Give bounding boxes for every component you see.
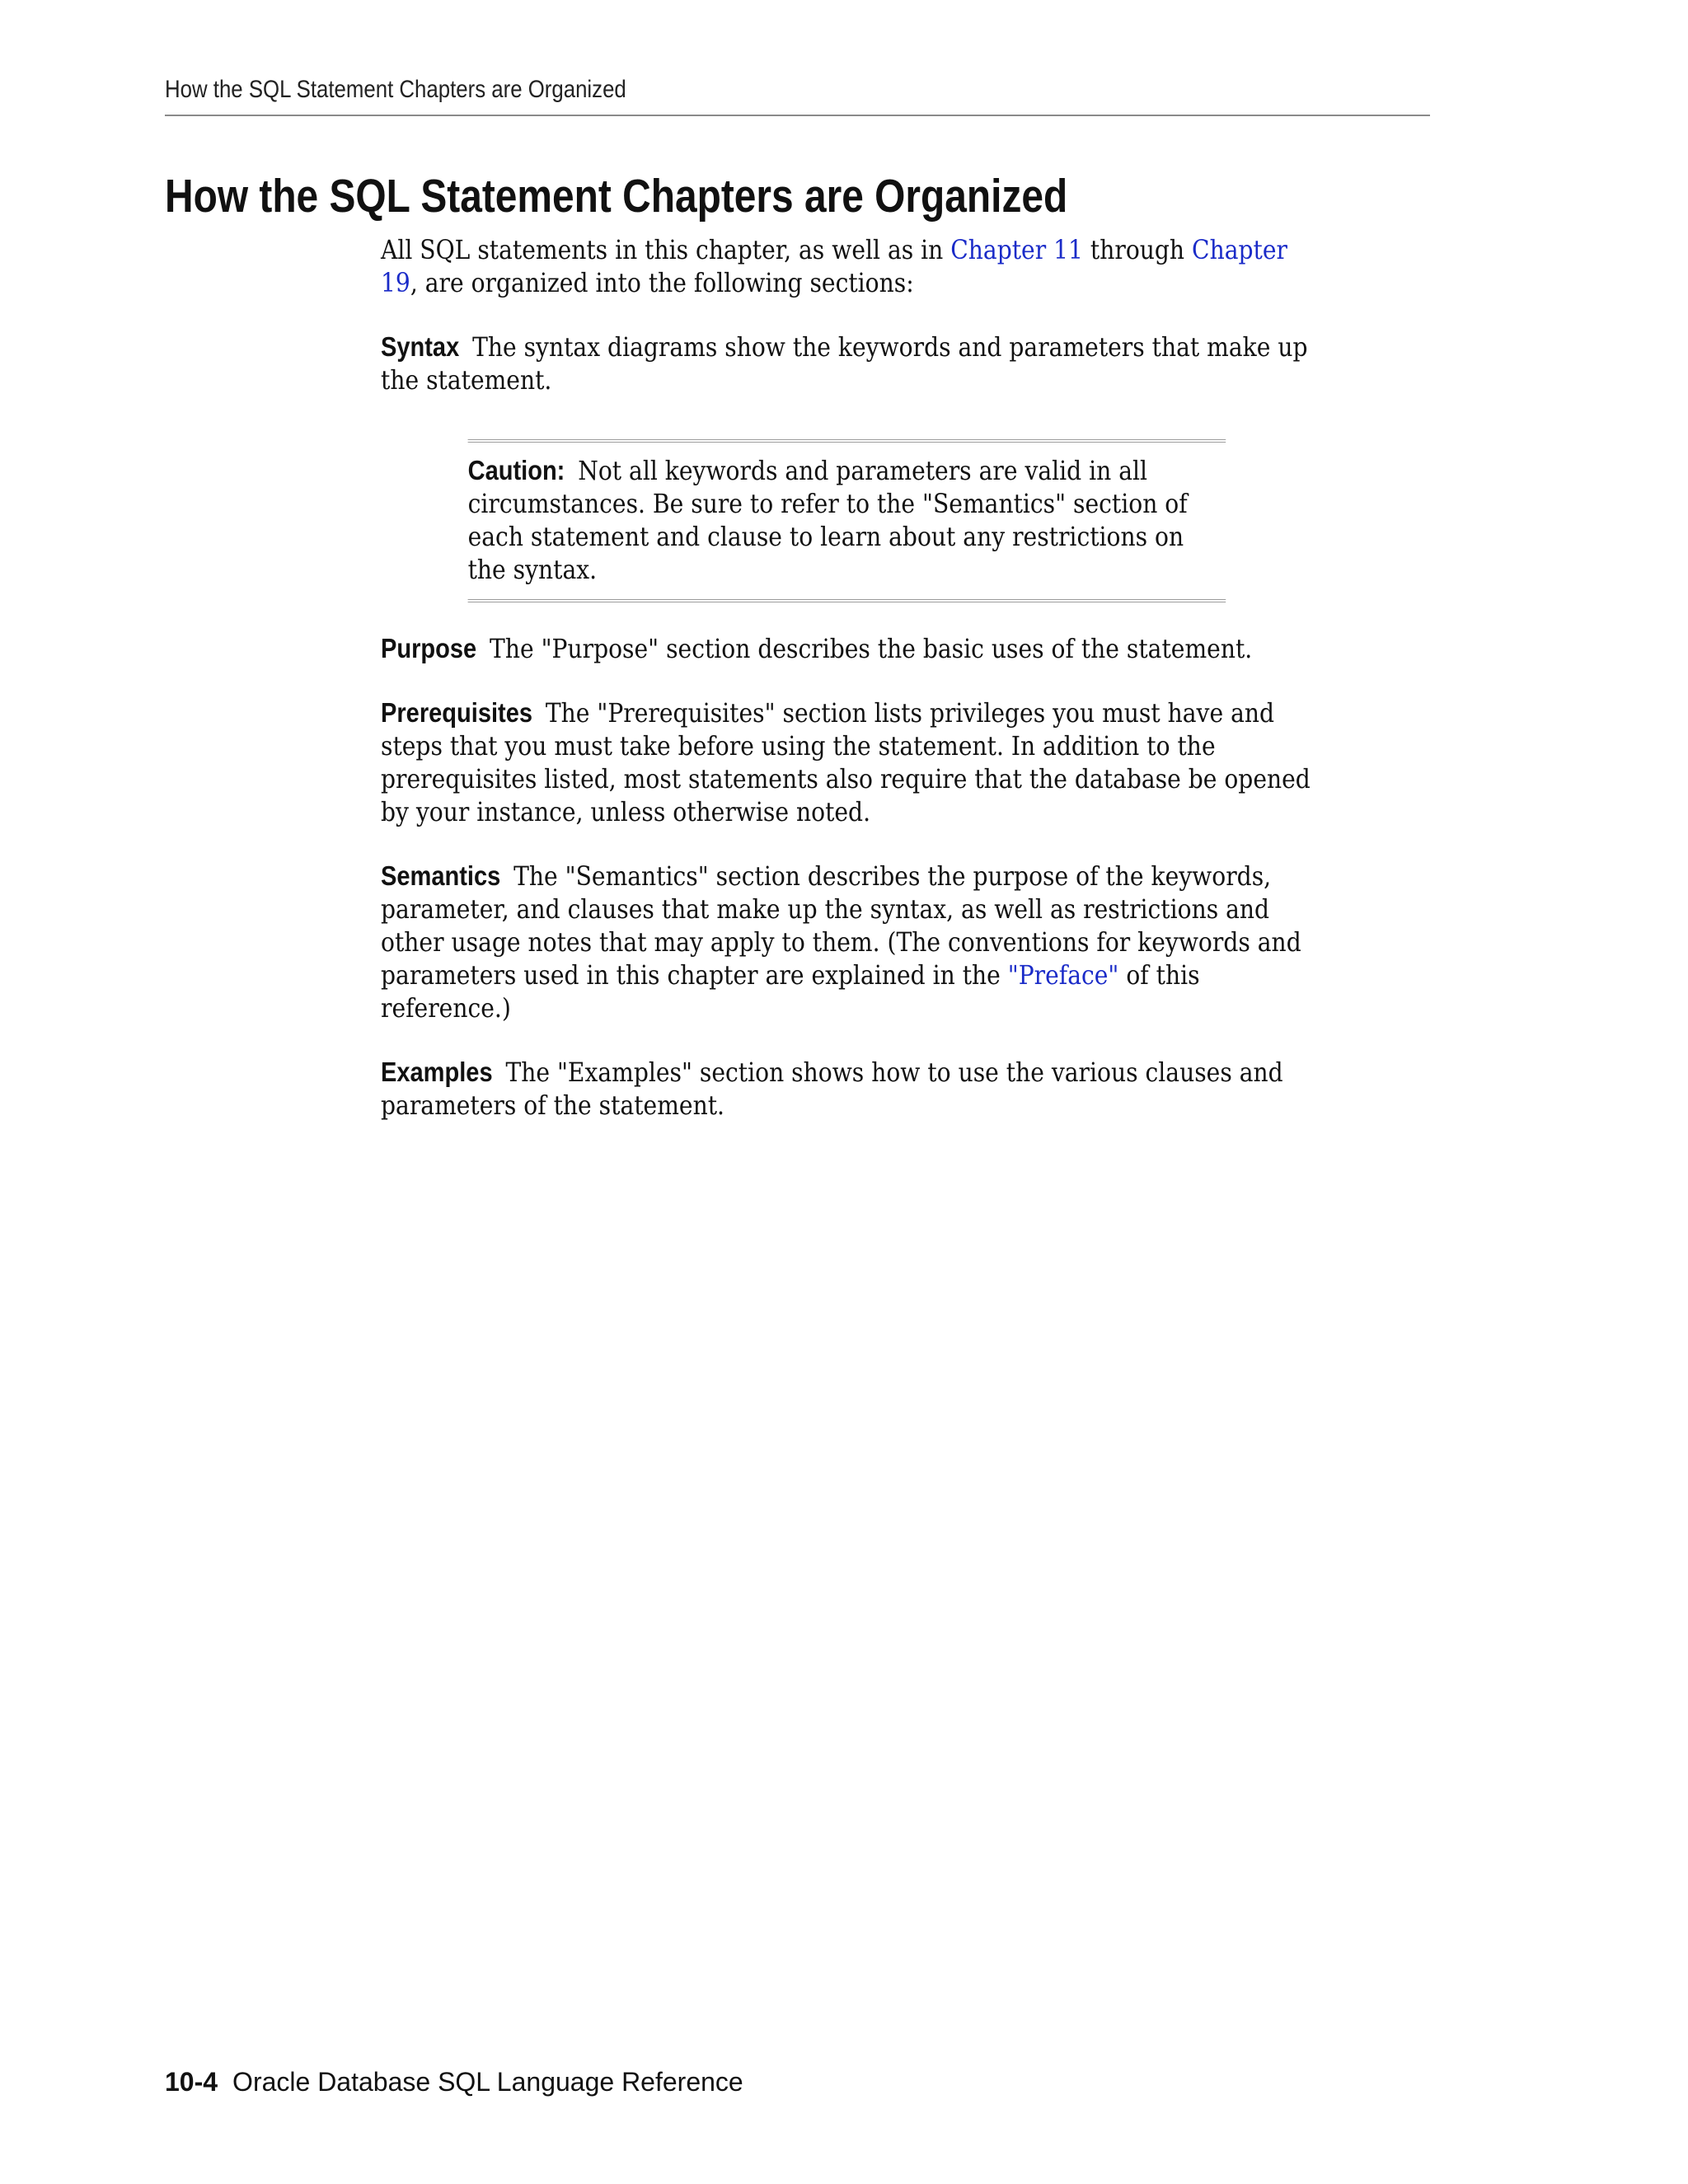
syntax-text: The syntax diagrams show the keywords and parameters that make up the statement. (381, 331, 1308, 396)
page-number: 10-4 (165, 2067, 218, 2097)
book-title: Oracle Database SQL Language Reference (232, 2067, 743, 2097)
chapter-19-link[interactable]: Chapter 19 (381, 234, 1287, 298)
intro-text-1: All SQL statements in this chapter, as well as in (381, 234, 951, 265)
page-footer (165, 2067, 743, 2097)
examples-term: Examples (381, 1057, 493, 1087)
chapter-11-link[interactable]: Chapter 11 (950, 234, 1083, 265)
semantics-paragraph (381, 860, 1316, 1024)
caution-box (468, 439, 1226, 602)
syntax-term: Syntax (381, 331, 460, 362)
header-rule (165, 115, 1430, 116)
purpose-paragraph (381, 632, 1316, 665)
purpose-text: The "Purpose" section describes the basic uses of the statement. (490, 633, 1253, 664)
semantics-text-1: The "Semantics" section describes the purpose of the keywords, parameter, and clauses that make up the syntax, as well as restrictions and other usage notes that may apply to them. (The conventions for keywords and parameters used in this chapter are explained in the (381, 860, 1301, 991)
prerequisites-paragraph (381, 696, 1316, 828)
semantics-text-2: of this reference.) (381, 959, 1200, 1024)
intro-text-2: through (1082, 234, 1193, 265)
caution-text: Not all keywords and parameters are valid in all circumstances. Be sure to refer to the "Semantics" section of each statement and clause to learn about any restrictions on the syntax. (467, 455, 1188, 585)
preface-link[interactable]: "Preface" (1007, 959, 1119, 991)
intro-paragraph (381, 233, 1316, 299)
prerequisites-term: Prerequisites (381, 697, 533, 728)
semantics-term: Semantics (381, 860, 501, 891)
examples-paragraph (381, 1056, 1316, 1122)
intro-text-3: , are organized into the following sections: (410, 267, 914, 298)
purpose-term: Purpose (381, 633, 477, 663)
syntax-paragraph (381, 330, 1316, 396)
prerequisites-text: The "Prerequisites" section lists privileges you must have and steps that you must take before using the statement. In addition to the prerequisites listed, most statements also require that the database be opened by your instance, unless otherwise noted. (381, 697, 1311, 827)
examples-text: The "Examples" section shows how to use the various clauses and parameters of the statement. (381, 1057, 1283, 1121)
page-title: How the SQL Statement Chapters are Organized (165, 170, 1068, 223)
caution-term: Caution: (467, 455, 565, 485)
caution-paragraph (468, 454, 1226, 586)
running-header: How the SQL Statement Chapters are Organized (165, 76, 626, 103)
body-content (381, 233, 1316, 1153)
